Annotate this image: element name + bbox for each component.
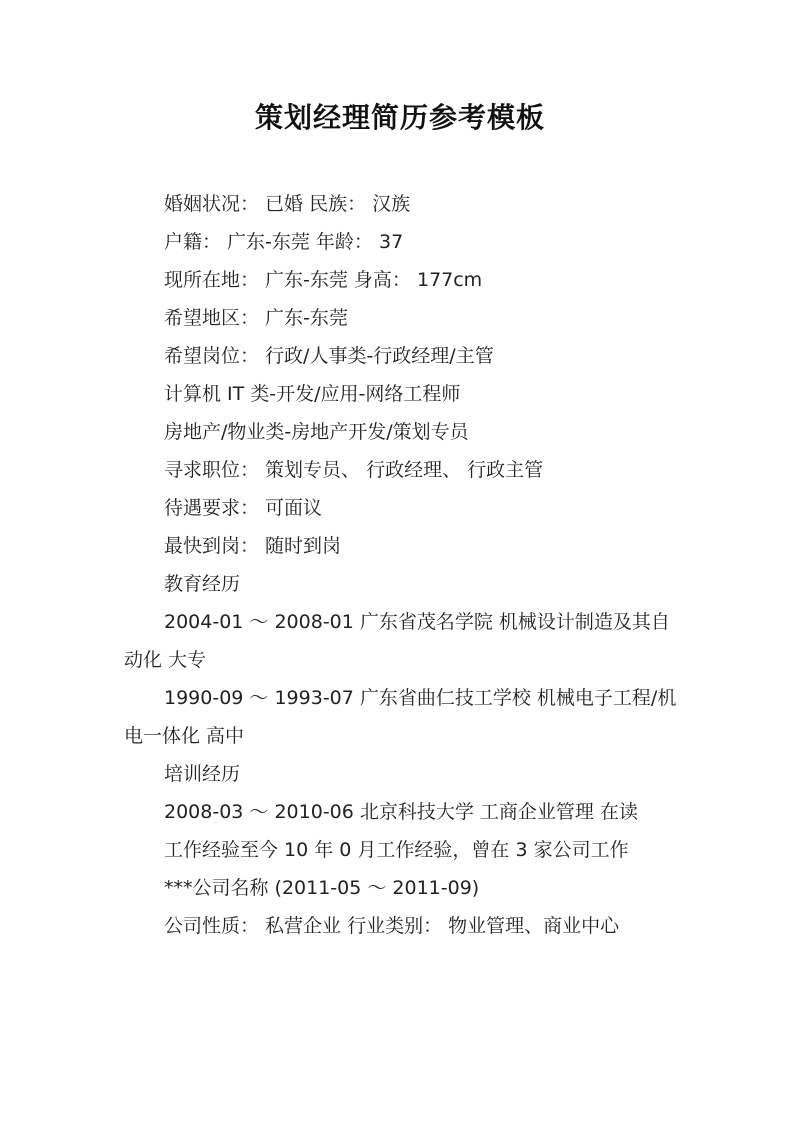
desired-position-line: 希望岗位： 行政/人事类-行政经理/主管: [164, 345, 494, 367]
desired-position-it-line: 计算机 IT 类-开发/应用-网络工程师: [164, 383, 461, 405]
education-entry: 1990-09 ～ 1993-07 广东省曲仁技工学校 机械电子工程/机电一体化 高中: [124, 687, 677, 747]
training-entry: 2008-03 ～ 2010-06 北京科技大学 工商企业管理 在读: [164, 801, 638, 823]
job-sought-line: 寻求职位： 策划专员、 行政经理、 行政主管: [164, 459, 544, 481]
education-entry: 2004-01 ～ 2008-01 广东省茂名学院 机械设计制造及其自动化 大专: [124, 611, 670, 671]
company-name-line: ***公司名称 (2011-05 ～ 2011-09): [164, 877, 480, 899]
resume-body: [124, 185, 684, 945]
document-title: 策划经理简历参考模板: [254, 101, 545, 134]
desired-region-line: 希望地区： 广东-东莞: [164, 307, 348, 329]
earliest-start-line: 最快到岗： 随时到岗: [164, 535, 342, 557]
household-registration-line: 户籍： 广东-东莞 年龄： 37: [164, 231, 404, 253]
marital-status-line: 婚姻状况： 已婚 民族： 汉族: [164, 193, 411, 215]
work-summary-line: 工作经验至今 10 年 0 月工作经验，曾在 3 家公司工作: [164, 839, 629, 861]
current-location-line: 现所在地： 广东-东莞 身高： 177cm: [164, 269, 483, 291]
education-heading: 教育经历: [164, 573, 241, 595]
salary-expectation-line: 待遇要求： 可面议: [164, 497, 323, 519]
training-heading: 培训经历: [164, 763, 241, 785]
desired-position-real-estate-line: 房地产/物业类-房地产开发/策划专员: [164, 421, 469, 443]
company-nature-line: 公司性质： 私营企业 行业类别： 物业管理、商业中心: [164, 915, 620, 937]
